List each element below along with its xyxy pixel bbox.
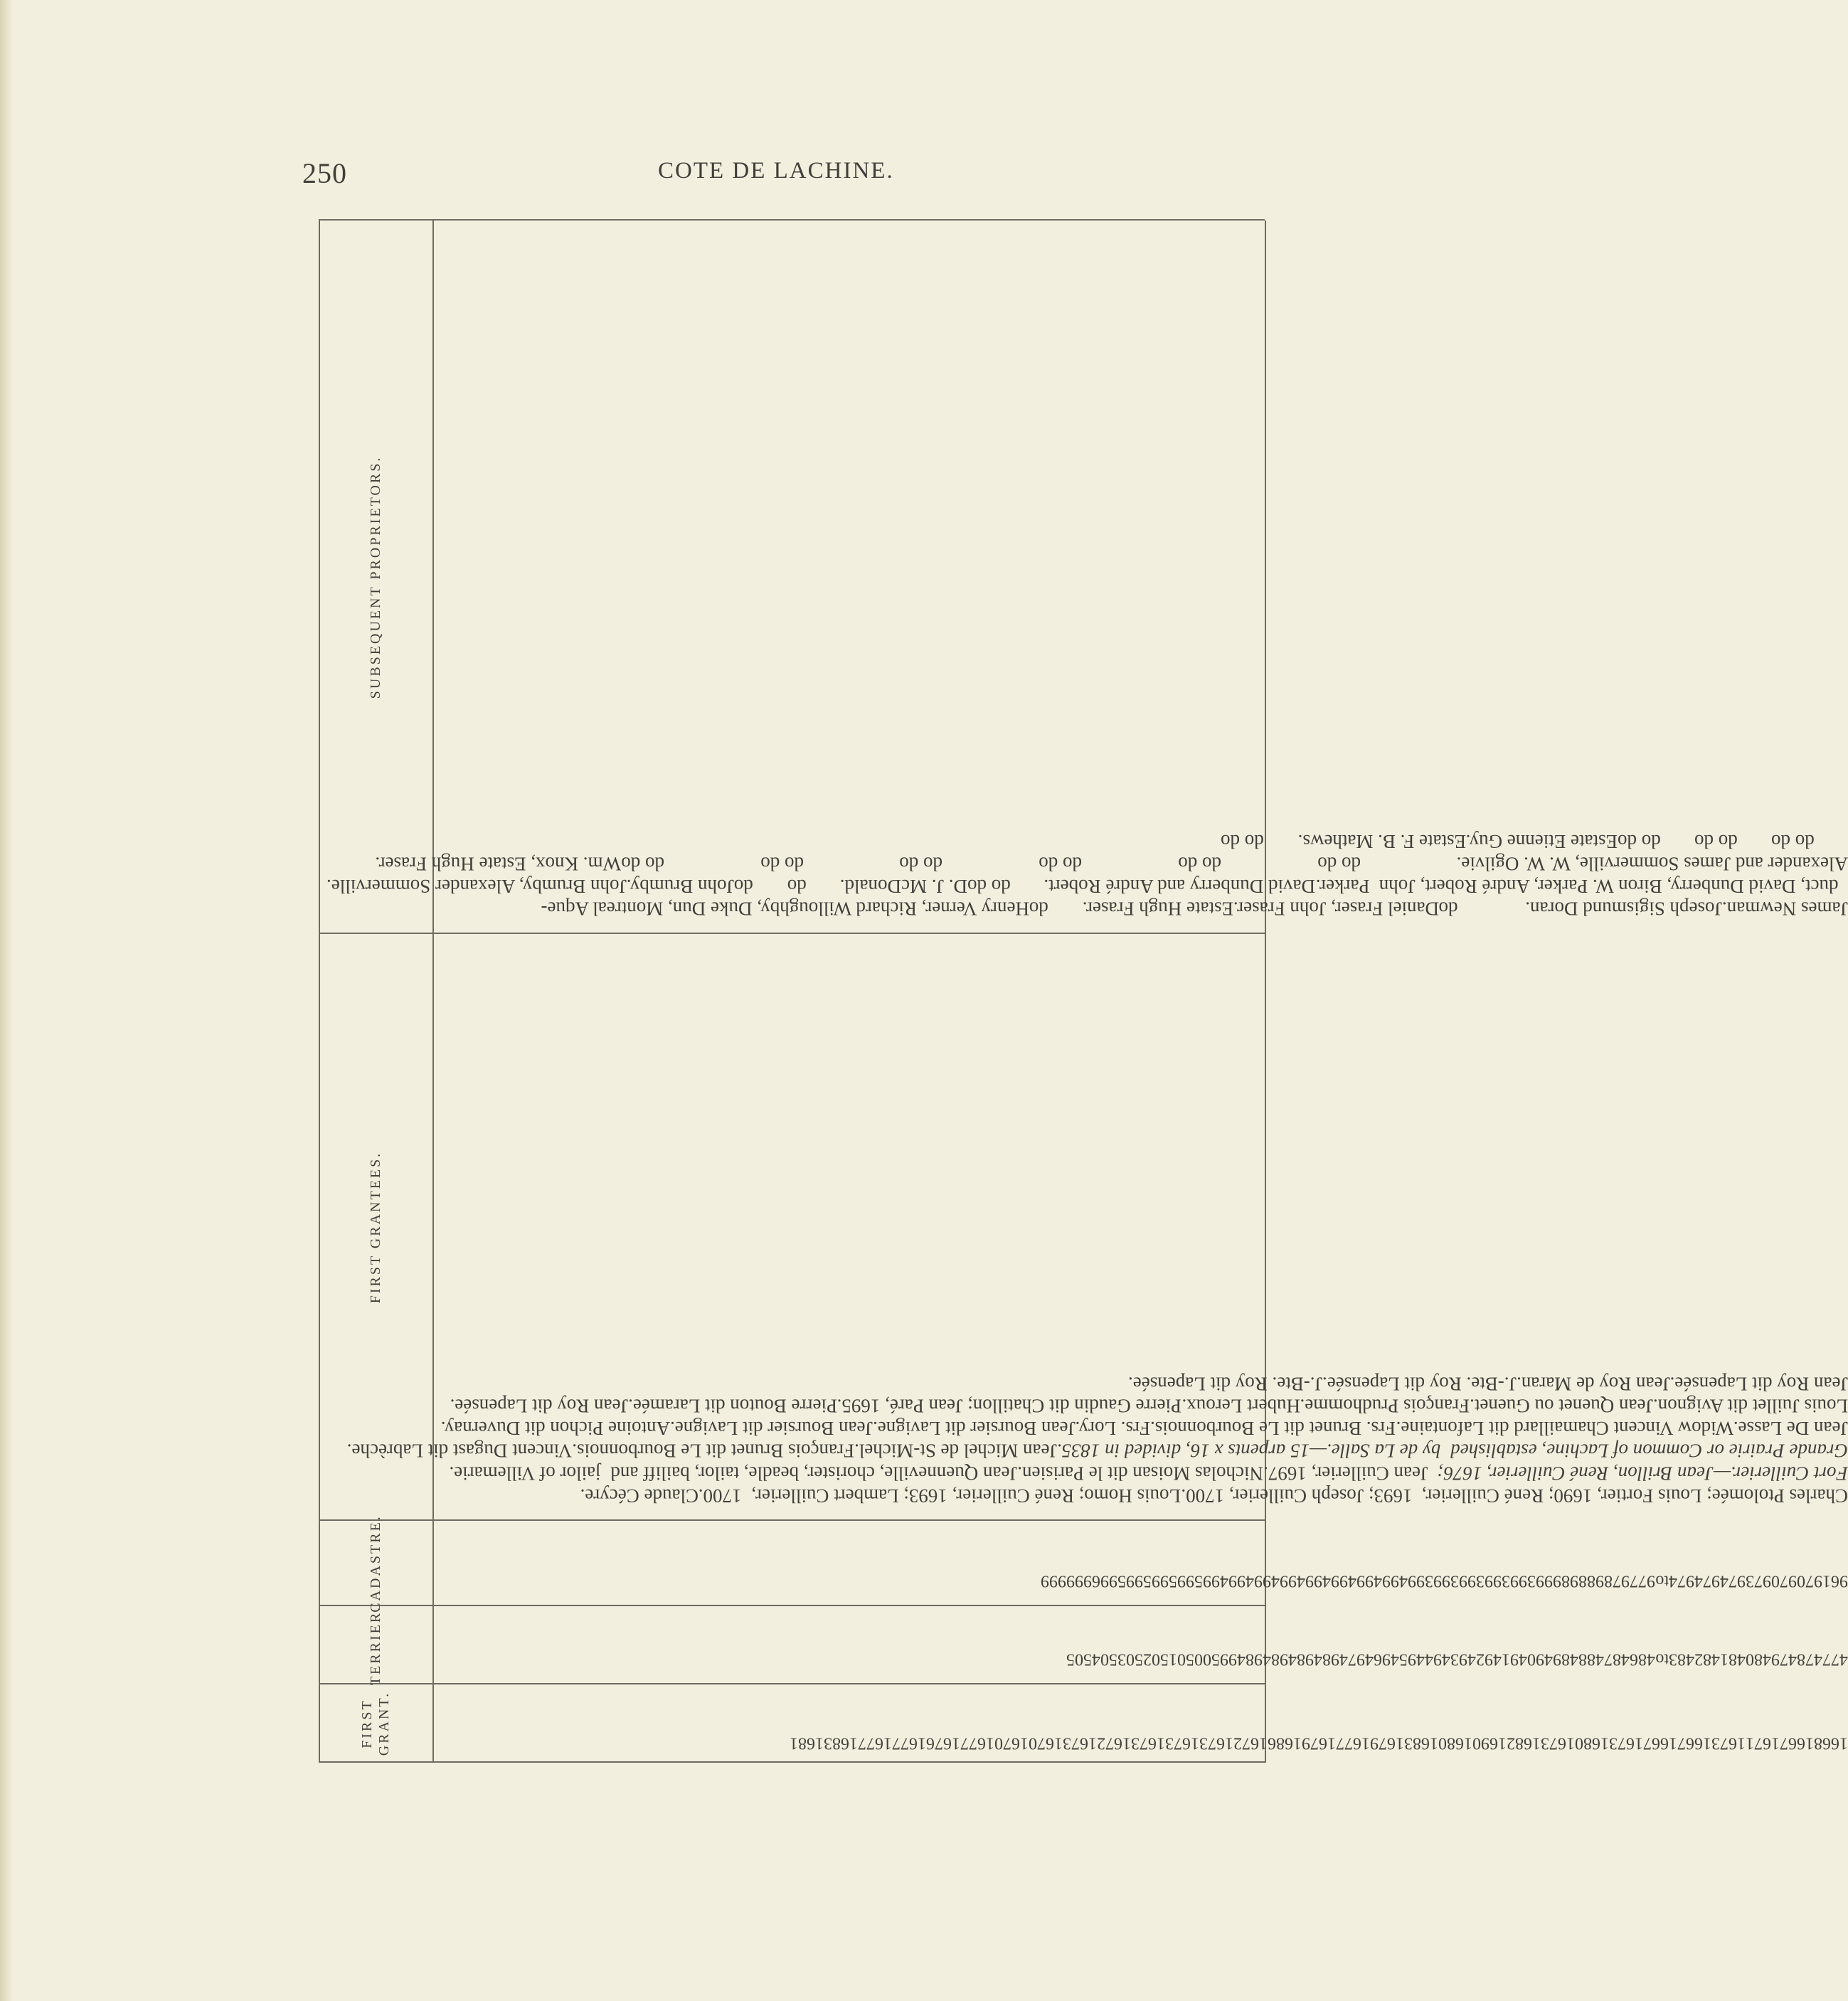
cadastre-row: 974 [1694, 1571, 1720, 1591]
cadastre-row: 974 [1669, 1571, 1694, 1591]
cadastre-row: 999 [1066, 1571, 1093, 1591]
first_grant-row: 1679 [1302, 1734, 1336, 1753]
cadastre-row: 995 [1143, 1571, 1169, 1591]
terrier-row: 490 [1527, 1650, 1554, 1669]
first_grant-row: 1683 [824, 1734, 858, 1753]
proprietors-row: do [734, 875, 787, 897]
page-number: 250 [302, 157, 347, 189]
grantees-row: jailor of Villemarie. [449, 1463, 611, 1485]
terrier-row: 479 [1771, 1650, 1797, 1669]
grantees-row: J.-Bte. Roy dit Lapensée. [1127, 1373, 1322, 1395]
terrier-row: 505 [1066, 1650, 1093, 1669]
terrier-row: to [1655, 1650, 1669, 1669]
grantees-row: J.-Bte. Roy dit Lapensée. [1322, 1373, 1517, 1395]
terrier-row: 504 [1092, 1650, 1118, 1669]
proprietors-row: do do [1039, 853, 1179, 875]
terrier-row: 492 [1476, 1650, 1502, 1669]
grantees-row: Jean Roy dit Lapensée. [450, 1395, 628, 1417]
cadastre-row: 988 [1578, 1571, 1605, 1591]
first_grant-row: 1668 [1814, 1734, 1848, 1753]
grantees-row: Grande Prairie or Common of Lachine, established [1450, 1440, 1848, 1462]
first_grant-row: 1680 [1575, 1734, 1609, 1753]
first_grant-row: 1667 [1643, 1734, 1677, 1753]
proprietors-row: do do [899, 853, 1039, 875]
terrier-row: 494 [1425, 1650, 1451, 1669]
first_grant-row: 1677 [960, 1734, 994, 1753]
grantees-row: Jean Quenet ou Guenet. [1470, 1395, 1653, 1417]
first_grant-row: 1672 [1097, 1734, 1131, 1753]
cadastre-row: 994 [1348, 1571, 1374, 1591]
cadastre-row: 996 [1092, 1571, 1118, 1591]
header-first-grantees: FIRST GRANTEES. [368, 1151, 383, 1304]
running-head: COTE DE LACHINE. [658, 158, 894, 184]
proprietors-row: John Brumby. [626, 875, 735, 897]
proprietors-row: duct, David Dunberry, Biron W. Parker, André Robert, John [1379, 875, 1848, 897]
cadastre-row: 995 [1117, 1571, 1144, 1591]
grantees-row: Charles Ptolomée; Louis Fortier, 1690; René Cuillerier, [1421, 1485, 1848, 1507]
header-cadastre: CADASTRE. [368, 1514, 383, 1613]
cadastre-row: 993 [1450, 1571, 1477, 1591]
cadastre-row: 994 [1322, 1571, 1349, 1591]
cadastre-row: 994 [1399, 1571, 1425, 1591]
col-divider-2 [319, 1605, 1265, 1606]
proprietors-row: Parker. [1315, 875, 1379, 897]
first_grant-row: 1673 [1711, 1734, 1746, 1753]
terrier-row: 488 [1578, 1650, 1605, 1669]
first_grant-row: 1683 [1404, 1734, 1438, 1753]
terrier-row: 486 [1630, 1650, 1656, 1669]
proprietors-row: do do [1771, 831, 1848, 853]
grantees-row: Frs. Brunet dit Le Bourbonnois. [1150, 1418, 1396, 1440]
cadastre-row: 994 [1374, 1571, 1400, 1591]
grantees-row: by de La Salle.—15 arpents x 16, divided in 1835. [1056, 1440, 1451, 1462]
terrier-row: 499 [1220, 1650, 1246, 1669]
first_grant-row: 1670 [994, 1734, 1029, 1753]
proprietors-row: do [787, 875, 840, 897]
terrier-row: 487 [1604, 1650, 1630, 1669]
header-terrier: TERRIER. [368, 1605, 383, 1686]
first_grant-row: 1673 [1541, 1734, 1575, 1753]
header-subsequent-proprietors: SUBSEQUENT PROPRIETORS. [368, 455, 383, 699]
header-rule [432, 221, 434, 1763]
terrier-row: 498 [1322, 1650, 1349, 1669]
cadastre-row: 993 [1502, 1571, 1528, 1591]
proprietors-row: David Dunberry and André Robert. [1044, 875, 1316, 897]
proprietors-row: James Newman. [1722, 898, 1848, 920]
terrier-row: 491 [1502, 1650, 1528, 1669]
terrier-row: 503 [1117, 1650, 1144, 1669]
grantees-row: François Prudhomme. [1300, 1395, 1470, 1417]
terrier-row: 482 [1694, 1650, 1720, 1669]
proprietors-row: Estate Hugh Fraser. [1082, 898, 1233, 920]
grantees-row: Jean Roy dit Lapensée. [1669, 1373, 1848, 1395]
first_grant-row: 1690 [1472, 1734, 1507, 1753]
terrier-row: 483 [1669, 1650, 1694, 1669]
grantees-row: Vincent Dugast dit Labrèche. [346, 1440, 573, 1462]
cadastre-row: to [1655, 1571, 1669, 1591]
cadastre-column [326, 1569, 1848, 1592]
grantees-row: Fort Cuillerier.—Jean Brillon, René Cuillerier, 1676; [1437, 1463, 1848, 1485]
grantees-row: Hubert Leroux. [1181, 1395, 1300, 1417]
cadastre-row: 994 [1220, 1571, 1246, 1591]
table-bottom-rule [319, 219, 1265, 221]
grantees-row: Pierre Bouton dit Laramée. [627, 1395, 837, 1417]
first_grant-row: 1681 [790, 1734, 824, 1753]
grantees-row: Jean Cuillerier, 1697. [1263, 1463, 1438, 1485]
terrier-row: 498 [1246, 1650, 1272, 1669]
terrier-row: 500 [1194, 1650, 1221, 1669]
terrier-column [326, 1647, 1848, 1670]
grantees-row: Louis Homo; René Cuillerier, 1693; Lambert Cuillerier, [751, 1485, 1181, 1507]
first_grant-row: 1677 [892, 1734, 926, 1753]
first_grant-row: 1673 [1609, 1734, 1643, 1753]
grantees-row: Jean De Lasse. [1733, 1418, 1848, 1440]
proprietors-row: do [1438, 898, 1526, 920]
grantees-row: Nicholas Moisan dit le Parisien. [1016, 1463, 1263, 1485]
grantees-row: Jean Quenneville, chorister, beadle, tailor, bailiff and [610, 1463, 1017, 1485]
first-grant-column [326, 1731, 1848, 1754]
cadastre-row: 977 [1630, 1571, 1656, 1591]
table-right-rule [1265, 221, 1266, 1763]
grantees-row: François Brunet dit Le Bourbonnois. [572, 1440, 854, 1462]
grantees-row: Jean Boursier dit Lavigne. [872, 1418, 1076, 1440]
proprietors-column [326, 830, 1848, 920]
terrier-row: 502 [1143, 1650, 1169, 1669]
grantees-row: Widow Vincent Chamaillard dit Lafontaine. [1396, 1418, 1733, 1440]
first_grant-row: 1673 [1131, 1734, 1165, 1753]
cadastre-row: 970 [1797, 1571, 1822, 1591]
col-divider-4 [319, 933, 1265, 934]
page-edge-shadow [0, 0, 13, 2001]
cadastre-row: 973 [1746, 1571, 1771, 1591]
terrier-row: 501 [1169, 1650, 1195, 1669]
cadastre-row: 978 [1604, 1571, 1630, 1591]
grantees-row: Antoine Pichon dit Duvernay. [440, 1418, 671, 1440]
first_grant-row: 1673 [1199, 1734, 1233, 1753]
proprietors-row: Henry Verner, Richard Willoughby, Duke Dun, Montreal Aque- [541, 898, 1030, 920]
header-first-grant: FIRST GRANT. [359, 1691, 392, 1756]
terrier-row: 497 [1348, 1650, 1374, 1669]
proprietors-row: do do [967, 875, 1044, 897]
grantees-row: Jean Michel de St-Michel. [854, 1440, 1057, 1462]
cadastre-row: 989 [1553, 1571, 1579, 1591]
terrier-row: 489 [1553, 1650, 1579, 1669]
grantees-row: Claude Cécyre. [580, 1485, 699, 1507]
first_grant-row: 1677 [1336, 1734, 1370, 1753]
proprietors-row: Alexander and James Sommerville, W. W. Ogilvie. [1456, 853, 1848, 875]
first_grant-row: 1667 [1780, 1734, 1814, 1753]
table-top-rule [319, 1761, 1265, 1763]
proprietors-row: Wm. Knox, Estate Hugh Fraser. [375, 853, 622, 875]
cadastre-row: 961 [1822, 1571, 1848, 1591]
terrier-row: 481 [1720, 1650, 1746, 1669]
first_grant-row: 1672 [1233, 1734, 1268, 1753]
proprietors-row: do do [621, 853, 760, 875]
proprietors-row: do do [1178, 853, 1317, 875]
col-divider-1 [319, 1683, 1265, 1684]
proprietors-row: do do [1221, 831, 1298, 853]
terrier-row: 478 [1797, 1650, 1822, 1669]
first_grant-row: 1680 [1438, 1734, 1472, 1753]
cadastre-row: 999 [1041, 1571, 1067, 1591]
rotated-table [319, 221, 1848, 1763]
cadastre-row: 995 [1169, 1571, 1195, 1591]
terrier-row: 498 [1297, 1650, 1323, 1669]
first_grant-row: 1671 [1746, 1734, 1780, 1753]
proprietors-row: do do [1317, 853, 1457, 875]
grantees-row: Frs. Lory. [1075, 1418, 1151, 1440]
first_grant-row: 1686 [1268, 1734, 1302, 1753]
cadastre-row: 994 [1271, 1571, 1297, 1591]
first_grant-row: 1676 [926, 1734, 960, 1753]
proprietors-row: John Brumby, Alexander Sommerville. [326, 875, 627, 897]
cadastre-row: 994 [1246, 1571, 1272, 1591]
first_grant-row: 1682 [1507, 1734, 1541, 1753]
first_grant-row: 1673 [1165, 1734, 1199, 1753]
cadastre-row: 993 [1527, 1571, 1554, 1591]
proprietors-row: Daniel Fraser, John Fraser. [1233, 898, 1439, 920]
grantees-row: Pierre Gaudin dit Chatillon; Jean Paré, 1695. [837, 1395, 1182, 1417]
cadastre-row: 974 [1720, 1571, 1746, 1591]
first_grant-row: 1677 [858, 1734, 892, 1753]
proprietors-row: D. J. McDonald. [839, 875, 967, 897]
cadastre-row: 994 [1297, 1571, 1323, 1591]
cadastre-row: 993 [1476, 1571, 1502, 1591]
cadastre-row: 970 [1771, 1571, 1797, 1591]
proprietors-row: Estate F. B. Mathews. [1297, 831, 1466, 853]
first_grant-row: 1670 [1029, 1734, 1063, 1753]
cadastre-row: 995 [1194, 1571, 1221, 1591]
terrier-row: 498 [1271, 1650, 1297, 1669]
grantees-column [326, 1372, 1848, 1507]
first_grant-row: 1673 [1063, 1734, 1097, 1753]
grantees-row: Jean Roy de Maran. [1516, 1373, 1670, 1395]
proprietors-row: Joseph Sigismund Doran. [1525, 898, 1723, 920]
terrier-row: 480 [1746, 1650, 1771, 1669]
terrier-row: 477 [1822, 1650, 1848, 1669]
grantees-row: 1700. [699, 1485, 752, 1507]
first_grant-row: 1679 [1370, 1734, 1404, 1753]
proprietors-row: do do [1694, 831, 1771, 853]
grantees-row: 1693; Joseph Cuillerier, 1700. [1181, 1485, 1422, 1507]
grantees-row: Louis Juillet dit Avignon. [1652, 1395, 1848, 1417]
proprietors-row: Estate Etienne Guy. [1465, 831, 1618, 853]
col-divider-3 [319, 1519, 1265, 1521]
terrier-row: 495 [1399, 1650, 1425, 1669]
proprietors-row: do do [760, 853, 900, 875]
proprietors-row: do do [1618, 831, 1694, 853]
proprietors-row: do [1029, 898, 1083, 920]
first_grant-row: 1667 [1677, 1734, 1711, 1753]
cadastre-row: 993 [1425, 1571, 1451, 1591]
grantees-row: Jean Boursier dit Lavigne. [670, 1418, 873, 1440]
terrier-row: 496 [1374, 1650, 1400, 1669]
terrier-row: 493 [1450, 1650, 1477, 1669]
